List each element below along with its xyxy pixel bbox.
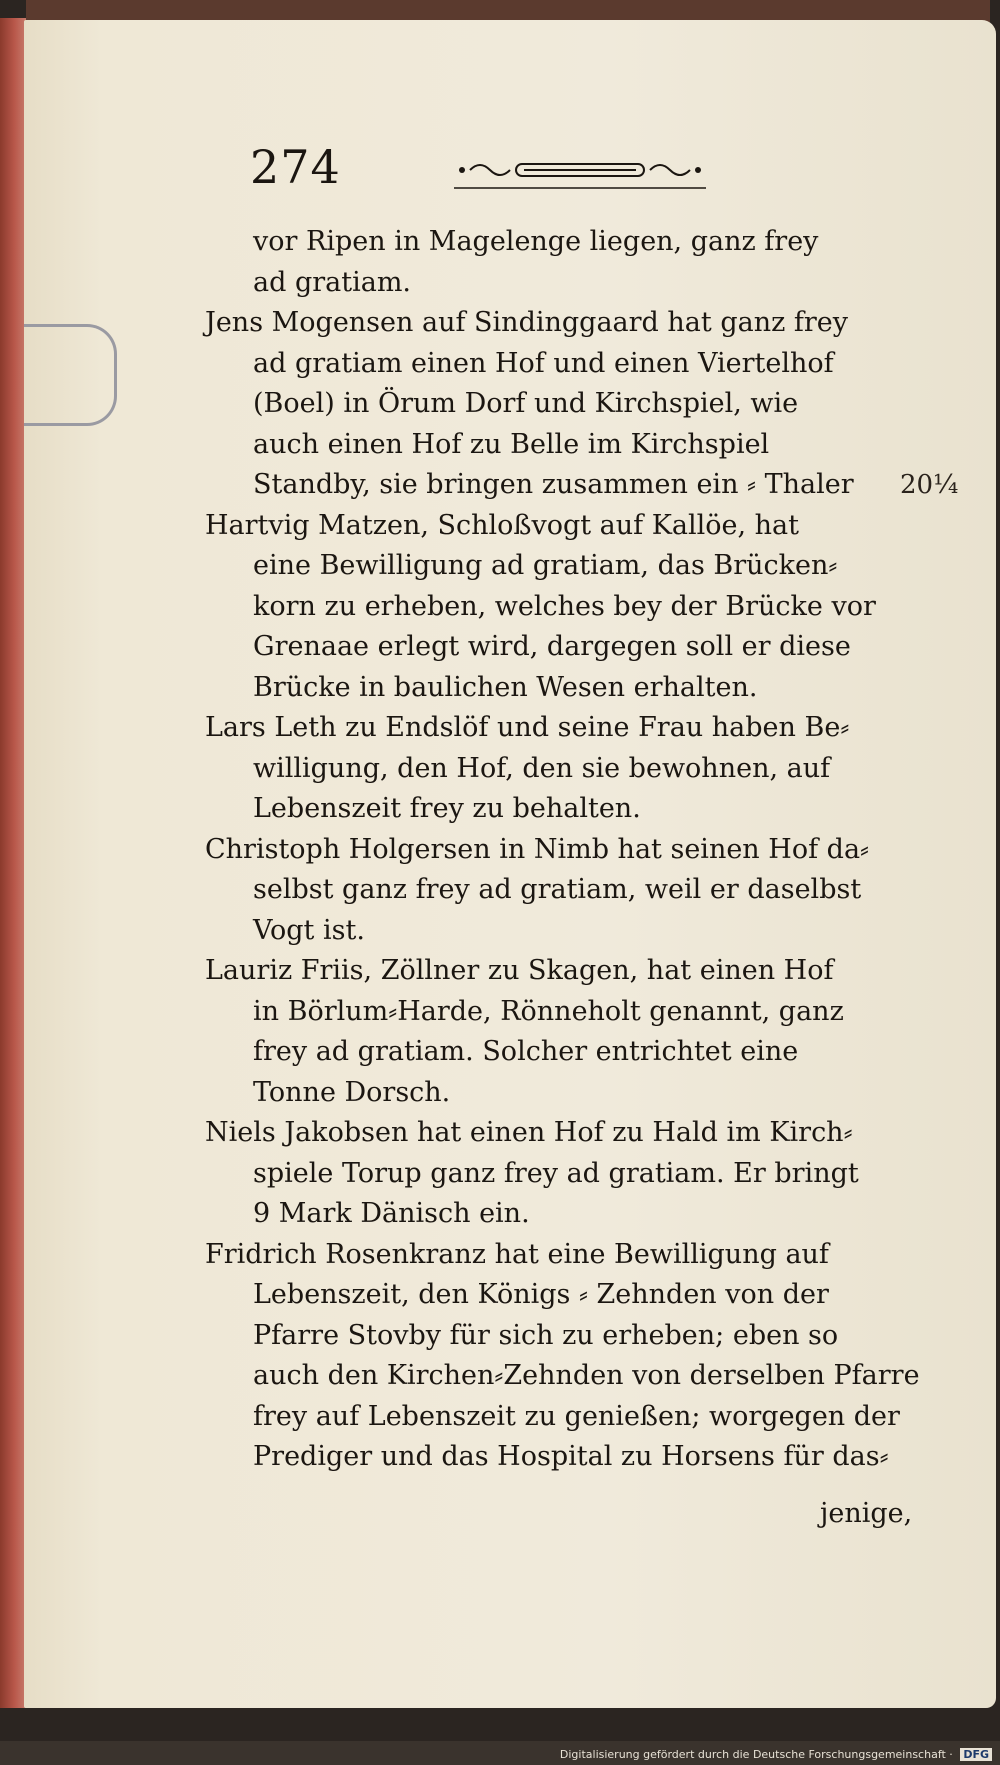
entry-jens-mogensen (205, 303, 875, 506)
text-line: eine Bewilligung ad gratiam, das Brücken⸗ (253, 550, 838, 581)
text-line: frey ad gratiam. Solcher entrichtet eine (253, 1036, 799, 1067)
text-line: (Boel) in Örum Dorf und Kirchspiel, wie (253, 388, 799, 419)
text-line: Christoph Holgersen in Nimb hat seinen Hof da⸗ (205, 833, 870, 865)
text-line: Grenaae erlegt wird, dargegen soll er diese (253, 631, 851, 662)
footer-bar (0, 1741, 1000, 1765)
footer-credit-text: Digitalisierung gefördert durch die Deutsche Forschungsgemeinschaft · (559, 1748, 953, 1761)
ornament-divider-icon (450, 152, 710, 192)
text-line: Standby, sie bringen zusammen ein ⸗ Thaler (253, 469, 854, 500)
text-line: Prediger und das Hospital zu Horsens für das⸗ (253, 1441, 889, 1472)
text-line: ad gratiam einen Hof und einen Viertelhof (253, 347, 834, 379)
text-line: Lauriz Friis, Zöllner zu Skagen, hat einen Hof (205, 955, 834, 986)
text-line: korn zu erheben, welches bey der Brücke vor (253, 590, 876, 622)
text-line: 9 Mark Dänisch ein. (253, 1198, 530, 1229)
entry-lauriz-friis (205, 951, 875, 1113)
page-number: 274 (250, 140, 341, 194)
text-line: vor Ripen in Magelenge liegen, ganz frey (253, 226, 819, 257)
text-line: Lars Leth zu Endslöf und seine Frau haben Be⸗ (205, 712, 850, 743)
entry-hartvig-matzen (205, 506, 875, 709)
book-spine-edge (0, 18, 26, 1708)
text-line: Fridrich Rosenkranz hat eine Bewilligung auf (205, 1238, 829, 1270)
text-line: Brücke in baulichen Wesen erhalten. (253, 671, 758, 703)
text-line: Jens Mogensen auf Sindinggaard hat ganz frey (205, 307, 849, 338)
entry-niels-jakobsen (205, 1113, 875, 1235)
footer-credit (560, 1748, 992, 1761)
page-header (250, 140, 720, 200)
text-line: Vogt ist. (253, 914, 365, 946)
text-line: Tonne Dorsch. (253, 1076, 451, 1108)
dfg-logo: DFG (960, 1748, 992, 1761)
continued-entry (205, 222, 875, 303)
text-line: Lebenszeit frey zu behalten. (253, 793, 641, 824)
margin-note: 20¼ (900, 470, 959, 500)
text-line: spiele Torup ganz frey ad gratiam. Er bringt (253, 1157, 859, 1189)
entry-christoph-holgersen (205, 830, 875, 952)
text-line: Niels Jakobsen hat einen Hof zu Hald im Kirch⸗ (205, 1117, 853, 1148)
text-line: frey auf Lebenszeit zu genießen; worgegen der (253, 1400, 900, 1432)
text-line: auch einen Hof zu Belle im Kirchspiel (253, 428, 770, 460)
book-top-edge (26, 0, 990, 22)
text-line: Hartvig Matzen, Schloßvogt auf Kallöe, hat (205, 509, 799, 541)
text-line: auch den Kirchen⸗Zehnden von derselben Pfarre (253, 1360, 920, 1391)
paper-clip-icon (24, 324, 117, 426)
text-line: ad gratiam. (253, 266, 412, 298)
text-line: Pfarre Stovby für sich zu erheben; eben so (253, 1319, 839, 1351)
text-line: Lebenszeit, den Königs ⸗ Zehnden von der (253, 1279, 829, 1310)
entry-lars-leth (205, 708, 875, 830)
text-line: in Börlum⸗Harde, Rönneholt genannt, ganz (253, 995, 844, 1027)
entry-fridrich-rosenkranz (205, 1235, 920, 1478)
page-body (205, 222, 920, 1478)
catchword: jenige, (820, 1498, 913, 1529)
text-line: willigung, den Hof, den sie bewohnen, auf (253, 752, 831, 784)
text-line: selbst ganz frey ad gratiam, weil er daselbst (253, 874, 862, 905)
